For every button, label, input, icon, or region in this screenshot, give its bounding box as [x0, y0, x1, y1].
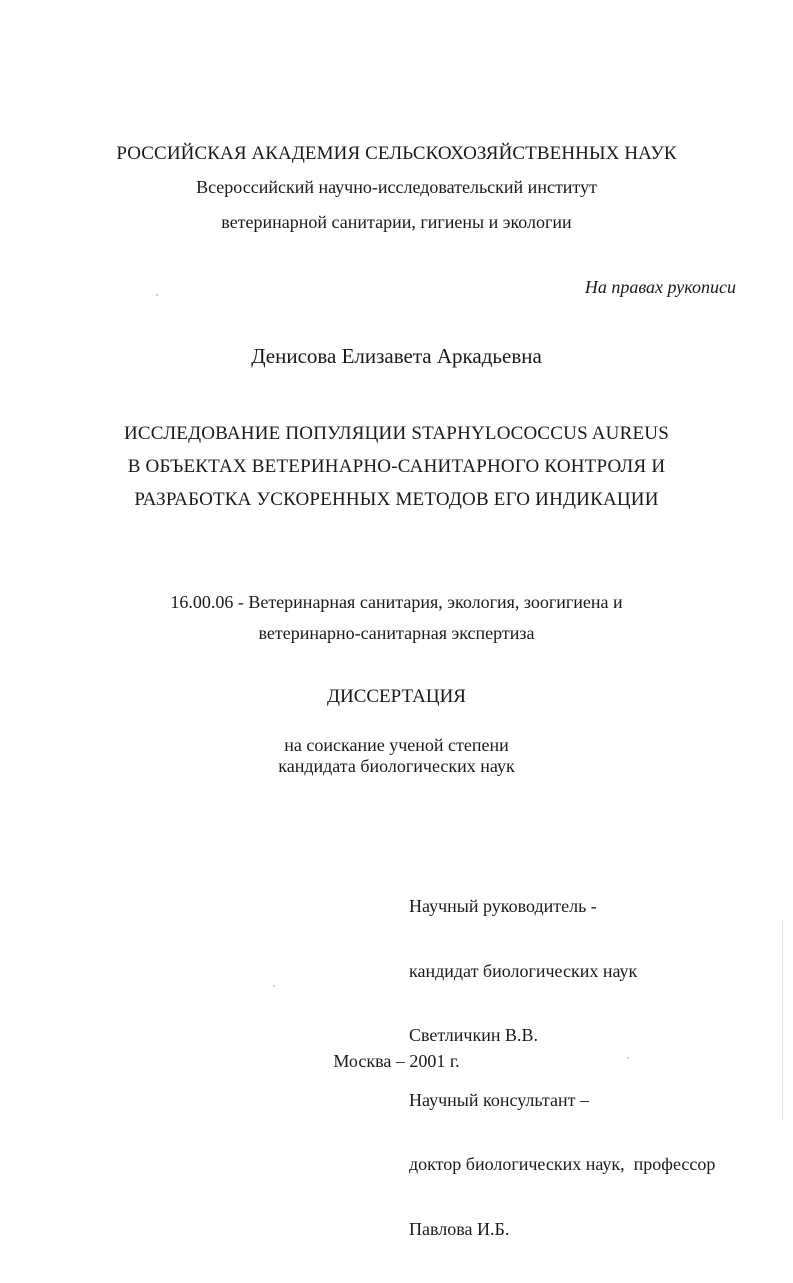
advisor-line: доктор биологических наук, профессор	[409, 1154, 716, 1174]
scan-speck	[156, 294, 158, 296]
specialty-line-1: 16.00.06 - Ветеринарная санитария, экология, зоогигиена и	[170, 592, 623, 612]
advisor-line: Научный руководитель -	[409, 896, 597, 916]
thesis-title-line-2: В ОБЪЕКТАХ ВЕТЕРИНАРНО-САНИТАРНОГО КОНТРОЛЯ И	[127, 456, 666, 477]
place-and-year: Москва – 2001 г.	[333, 1051, 460, 1071]
scan-edge-line	[782, 920, 783, 1120]
scan-speck	[273, 985, 275, 987]
advisor-line: Светличкин В.В.	[409, 1025, 538, 1045]
degree-line-1: на соискание ученой степени	[284, 735, 509, 755]
degree-line-2: кандидата биологических наук	[278, 756, 515, 776]
institute-name-line-2: ветеринарной санитарии, гигиены и экологии	[221, 212, 572, 232]
thesis-title-line-3: РАЗРАБОТКА УСКОРЕННЫХ МЕТОДОВ ЕГО ИНДИКАЦИИ	[134, 489, 659, 510]
scan-speck	[627, 1057, 629, 1059]
advisor-line: Павлова И.Б.	[409, 1218, 510, 1239]
institute-name-line-1: Всероссийский научно-исследовательский институт	[196, 177, 597, 197]
advisor-line: Научный консультант –	[409, 1089, 589, 1110]
organization-name: РОССИЙСКАЯ АКАДЕМИЯ СЕЛЬСКОХОЗЯЙСТВЕННЫХ НАУК	[116, 143, 677, 164]
advisor-line: кандидат биологических наук	[409, 960, 638, 981]
document-type: ДИССЕРТАЦИЯ	[327, 686, 466, 707]
author-name: Денисова Елизавета Аркадьевна	[251, 344, 542, 368]
specialty-line-2: ветеринарно-санитарная экспертиза	[258, 623, 535, 643]
manuscript-rights-note: На правах рукописи	[584, 277, 736, 297]
thesis-title-line-1: ИССЛЕДОВАНИЕ ПОПУЛЯЦИИ STAPHYLOCOCCUS AUREUS	[124, 423, 669, 444]
